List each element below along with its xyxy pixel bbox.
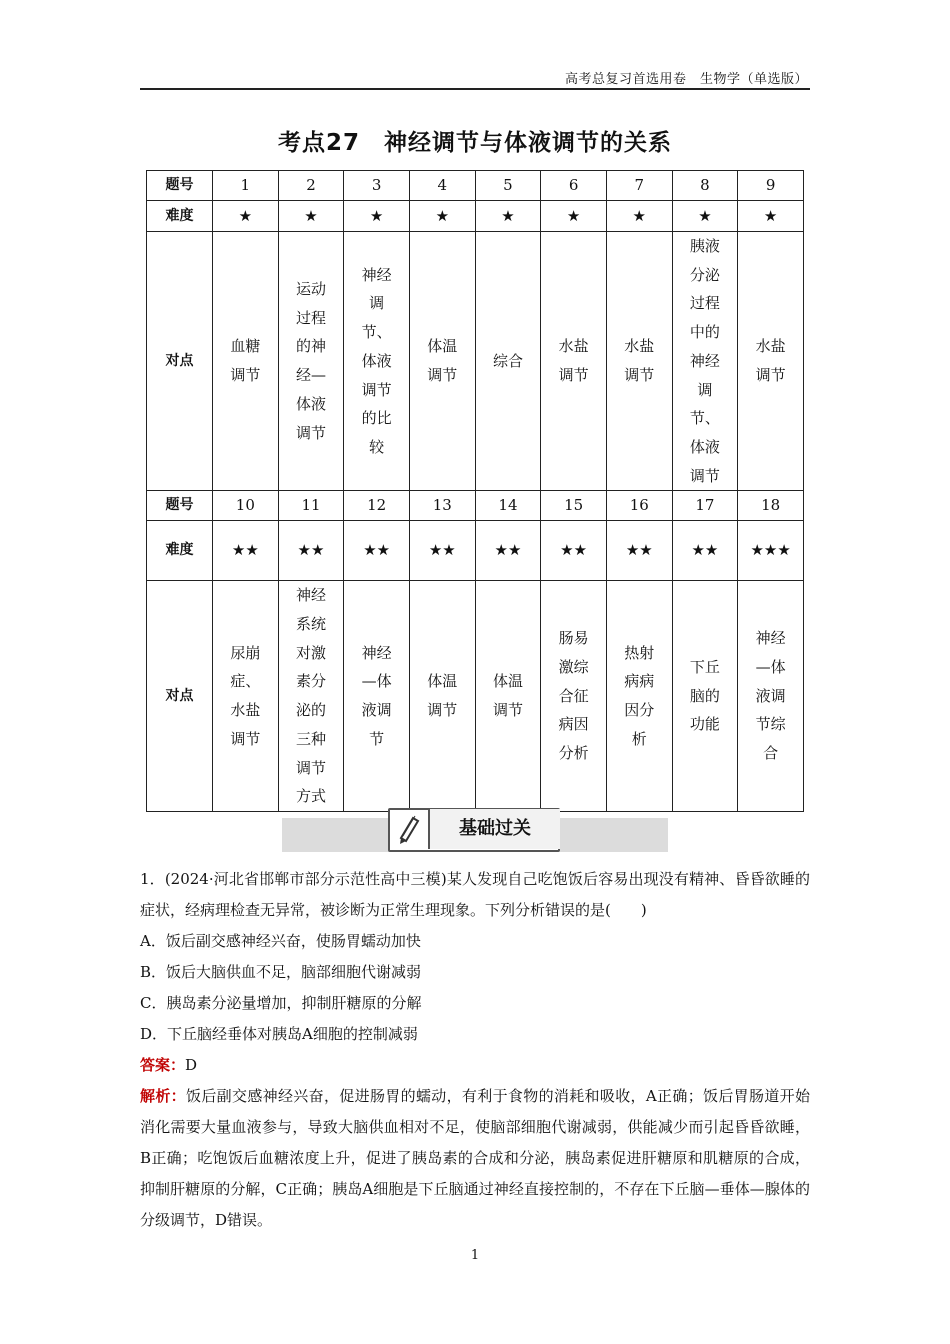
- running-header: 高考总复习首选用卷 生物学（单选版）: [564, 72, 808, 87]
- difficulty-stars: ★★: [213, 521, 279, 581]
- question-number: 16: [606, 491, 672, 521]
- question-number: 3: [344, 171, 410, 201]
- difficulty-stars: ★: [213, 201, 279, 232]
- difficulty-stars: ★★: [409, 521, 475, 581]
- question-number: 10: [213, 491, 279, 521]
- topic-cell: 水盐调节: [541, 232, 607, 491]
- question-number: 9: [738, 171, 804, 201]
- difficulty-stars: ★★: [541, 521, 607, 581]
- option-a: A．饭后副交感神经兴奋，使肠胃蠕动加快: [140, 932, 421, 950]
- difficulty-stars: ★: [278, 201, 344, 232]
- difficulty-stars: ★★: [475, 521, 541, 581]
- topic-cell: 血糖调节: [213, 232, 279, 491]
- question-number: 7: [606, 171, 672, 201]
- table-row-difficulty-1: [147, 201, 804, 232]
- difficulty-stars: ★: [738, 201, 804, 232]
- header-rule: [140, 88, 810, 90]
- answer-label: 答案：: [140, 1056, 186, 1074]
- topic-cell: 热射病病因分析: [606, 581, 672, 812]
- topic-cell: 水盐调节: [606, 232, 672, 491]
- difficulty-stars: ★: [475, 201, 541, 232]
- question-number: 8: [672, 171, 738, 201]
- page-number: 1: [470, 1248, 480, 1263]
- question-block: [140, 864, 810, 1236]
- topic-cell: 尿崩症、水盐调节: [213, 581, 279, 812]
- topic-cell: 胰液分泌过程中的神经调节、体液调节: [672, 232, 738, 491]
- row-label-number: 题号: [147, 171, 213, 201]
- question-stem: 1．(2024·河北省邯郸市部分示范性高中三模)某人发现自己吃饱饭后容易出现没有精神、昏昏欲睡的症状，经病理检查无异常，被诊断为正常生理现象。下列分析错误的是( ): [140, 870, 810, 919]
- difficulty-stars: ★★★: [738, 521, 804, 581]
- question-number: 14: [475, 491, 541, 521]
- table-row-difficulty-2: [147, 521, 804, 581]
- question-number: 11: [278, 491, 344, 521]
- topic-cell: 下丘脑的功能: [672, 581, 738, 812]
- option-d: D．下丘脑经垂体对胰岛A细胞的控制减弱: [140, 1025, 418, 1043]
- topic-cell: 体温调节: [409, 581, 475, 812]
- difficulty-stars: ★★: [278, 521, 344, 581]
- question-number: 12: [344, 491, 410, 521]
- topic-cell: 肠易激综合征病因分析: [541, 581, 607, 812]
- difficulty-stars: ★: [541, 201, 607, 232]
- difficulty-stars: ★: [672, 201, 738, 232]
- table-row-numbers-2: [147, 491, 804, 521]
- difficulty-stars: ★★: [606, 521, 672, 581]
- question-number: 18: [738, 491, 804, 521]
- topic-cell: 水盐调节: [738, 232, 804, 491]
- topic-cell: 综合: [475, 232, 541, 491]
- answer-value: D: [185, 1056, 198, 1074]
- table-row-topics-1: [147, 232, 804, 491]
- page-title: 考点27 神经调节与体液调节的关系: [277, 130, 672, 156]
- topic-cell: 体温调节: [409, 232, 475, 491]
- question-number: 6: [541, 171, 607, 201]
- question-number: 15: [541, 491, 607, 521]
- question-number: 5: [475, 171, 541, 201]
- difficulty-stars: ★: [606, 201, 672, 232]
- row-label-topic: 对点: [147, 581, 213, 812]
- difficulty-stars: ★: [409, 201, 475, 232]
- analysis-text: 饭后副交感神经兴奋，促进肠胃的蠕动，有利于食物的消耗和吸收，A正确；饭后胃肠道开始消化需要大量血液参与，导致大脑供血相对不足，使脑部细胞代谢减弱，供能减少而引起昏昏欲睡，B正确；吃饱饭后血糖浓度上升，促进了胰岛素的合成和分泌，胰岛素促进肝糖原和肌糖原的合成，抑制肝糖原的分解，C正确；胰岛A细胞是下丘脑通过神经直接控制的，不存在下丘脑—垂体—腺体的分级调节，D错误。: [140, 1087, 810, 1229]
- question-number: 17: [672, 491, 738, 521]
- question-number: 2: [278, 171, 344, 201]
- topic-cell: 神经—体液调节综合: [738, 581, 804, 812]
- difficulty-stars: ★★: [344, 521, 410, 581]
- difficulty-stars: ★: [344, 201, 410, 232]
- option-c: C．胰岛素分泌量增加，抑制肝糖原的分解: [140, 994, 422, 1012]
- table-row-topics-2: [147, 581, 804, 812]
- section-banner-label: 基础过关: [428, 809, 560, 849]
- row-label-difficulty: 难度: [147, 201, 213, 232]
- pencil-icon: [393, 812, 425, 848]
- row-label-number: 题号: [147, 491, 213, 521]
- topic-cell: 运动过程的神经—体液调节: [278, 232, 344, 491]
- table-row-numbers-1: [147, 171, 804, 201]
- option-b: B．饭后大脑供血不足，脑部细胞代谢减弱: [140, 963, 422, 981]
- answer-line: [140, 1050, 810, 1081]
- question-number: 13: [409, 491, 475, 521]
- analysis-label: 解析：: [140, 1087, 186, 1105]
- topic-cell: 神经调节、体液调节的比较: [344, 232, 410, 491]
- row-label-topic: 对点: [147, 232, 213, 491]
- difficulty-stars: ★★: [672, 521, 738, 581]
- row-label-difficulty: 难度: [147, 521, 213, 581]
- topic-cell: 神经系统对激素分泌的三种调节方式: [278, 581, 344, 812]
- question-number: 4: [409, 171, 475, 201]
- analysis-paragraph: [140, 1081, 810, 1236]
- question-number: 1: [213, 171, 279, 201]
- topic-cell: 神经—体液调节: [344, 581, 410, 812]
- difficulty-topic-table: [146, 170, 804, 812]
- topic-cell: 体温调节: [475, 581, 541, 812]
